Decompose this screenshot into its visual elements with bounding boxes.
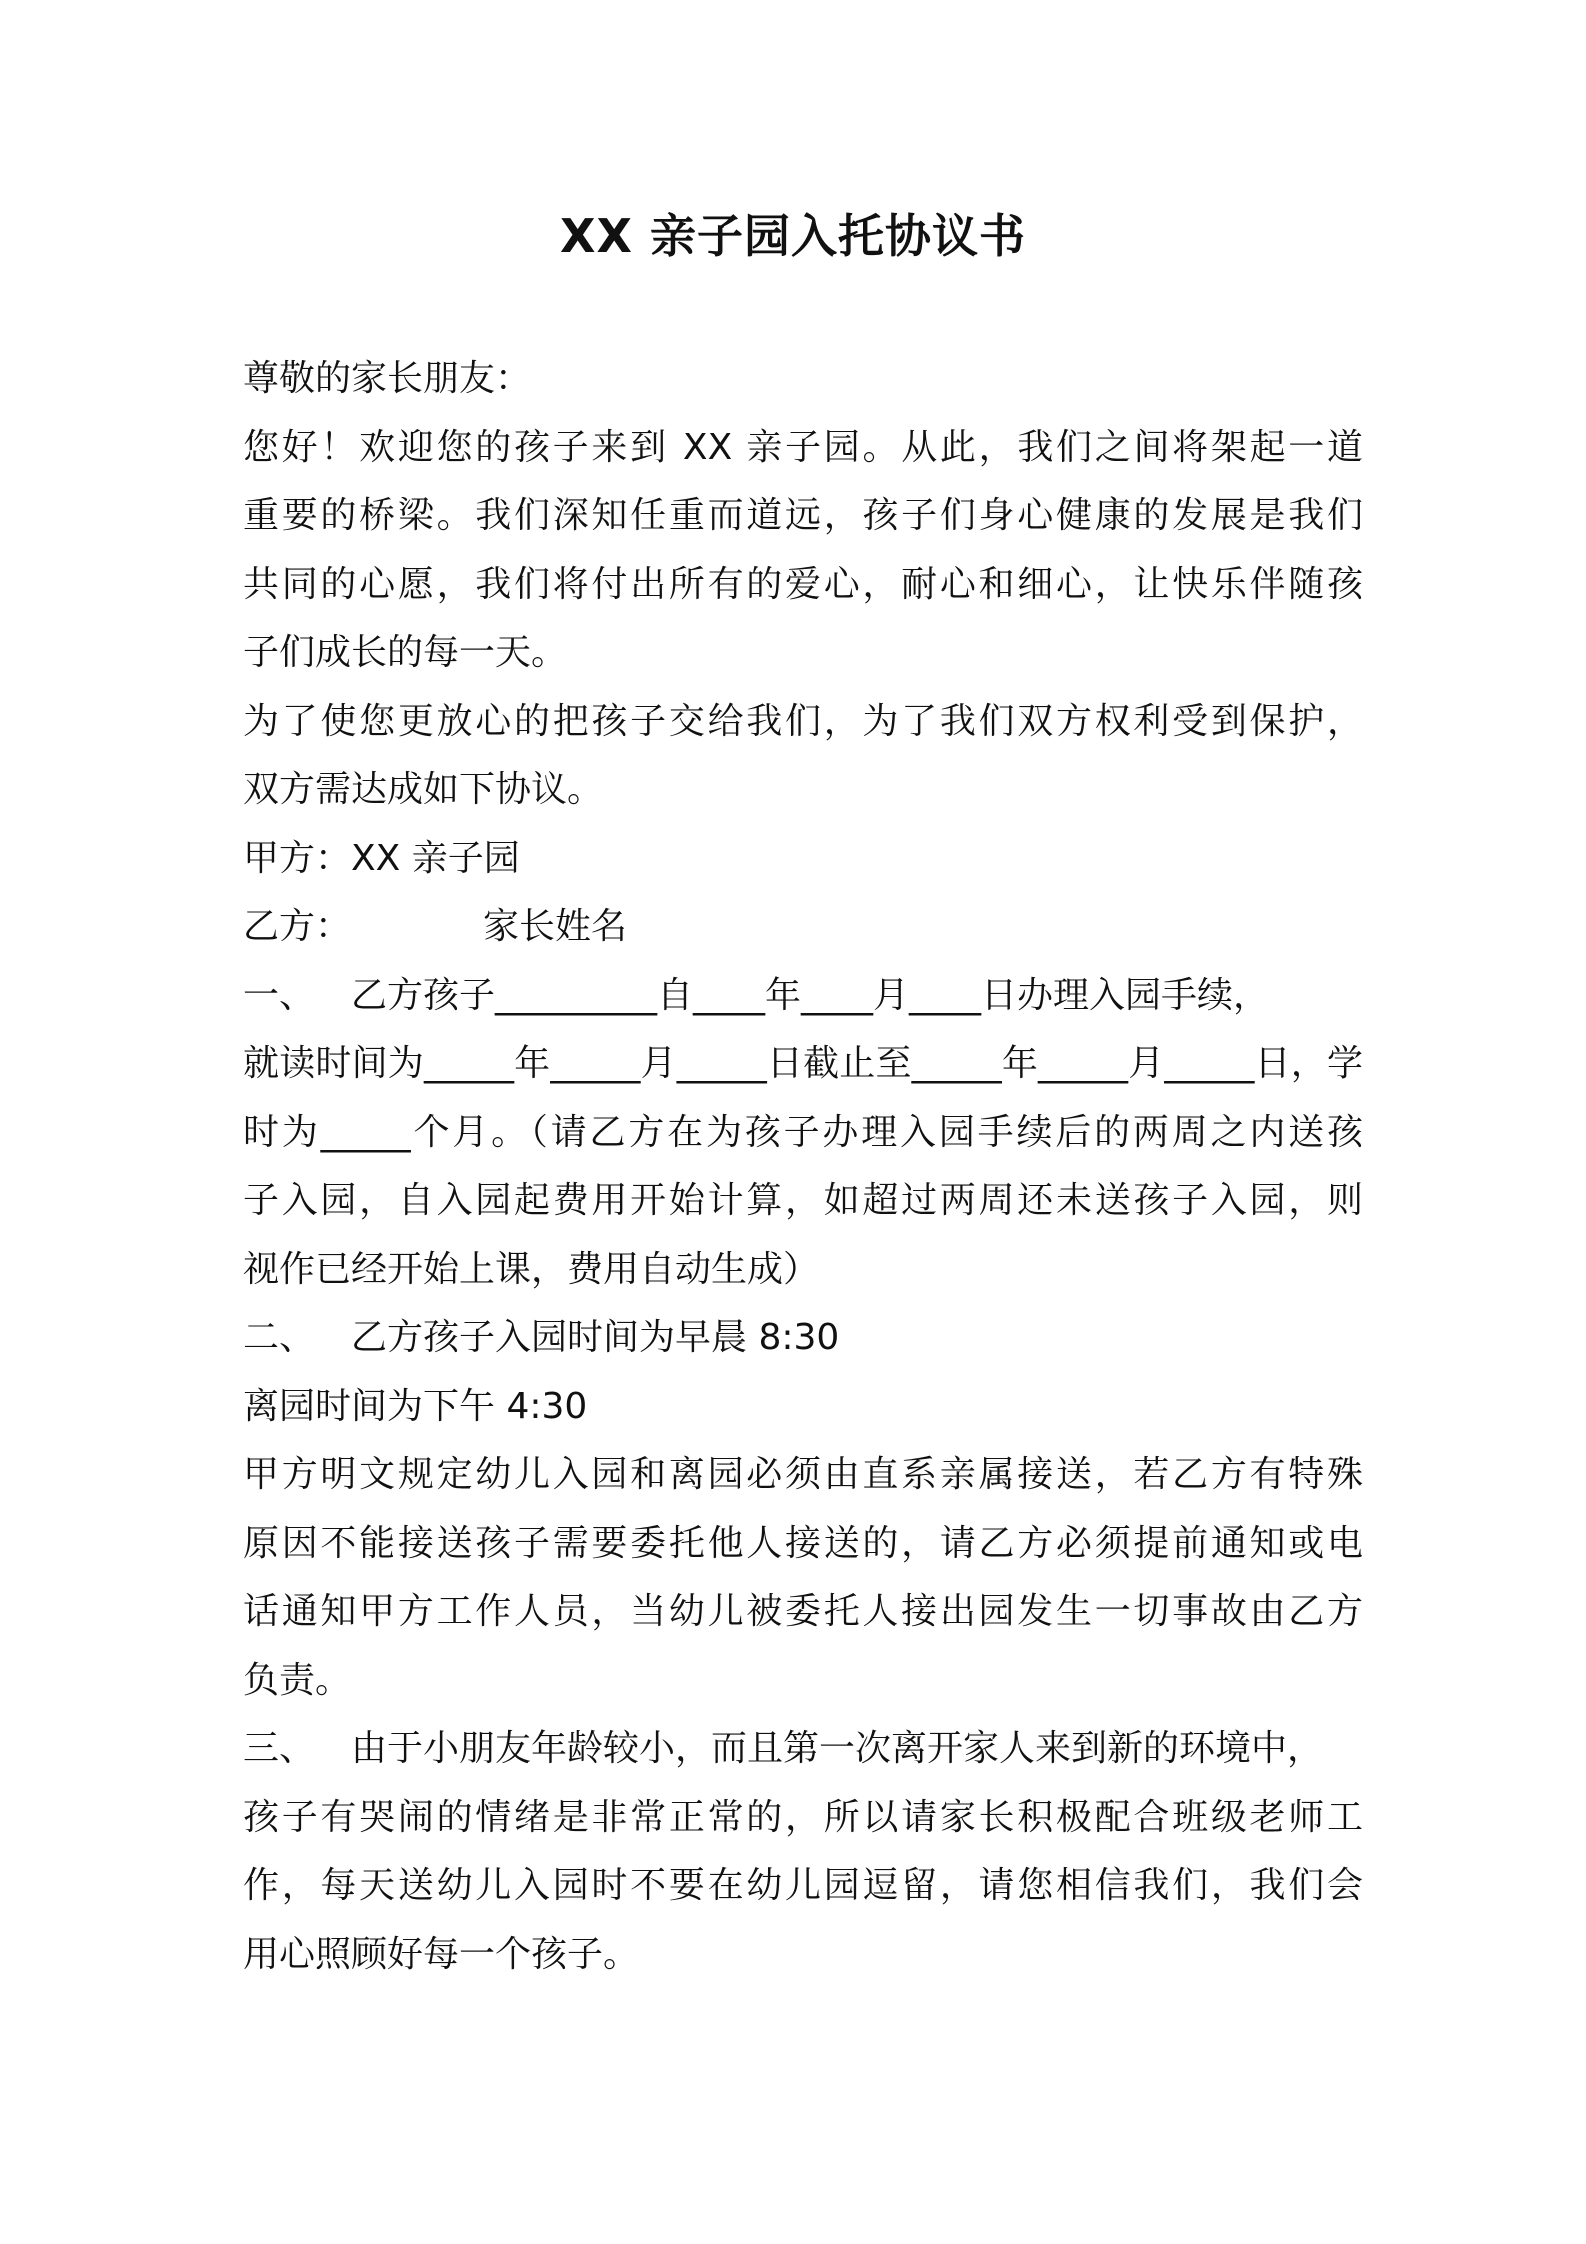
greeting: 尊敬的家长朋友：	[243, 358, 532, 399]
clause-1-number: 一、	[243, 974, 316, 1016]
purpose-line: 为了使您更放心的把孩子交给我们，为了我们双方权利受到保护，	[243, 700, 1363, 742]
clause-1-line: 时为_____个月。（请乙方在为孩子办理入园手续后的两周之内送孩	[243, 1111, 1363, 1153]
clause-2-line: 离园时间为下午 4:30	[243, 1385, 588, 1427]
clause-1-first-line	[243, 962, 1363, 1031]
clause-1-line: 视作已经开始上课，费用自动生成）	[243, 1248, 820, 1290]
clause-3-first-line	[243, 1715, 1363, 1784]
intro-line: 您好！欢迎您的孩子来到 XX 亲子园。从此，我们之间将架起一道	[243, 426, 1363, 468]
clause-1-line: 子入园，自入园起费用开始计算，如超过两周还未送孩子入园，则	[243, 1180, 1363, 1221]
clause-2-line: 话通知甲方工作人员，当幼儿被委托人接出园发生一切事故由乙方	[243, 1591, 1363, 1632]
party-a: 甲方：XX 亲子园	[243, 837, 520, 879]
clause-3-line: 作，每天送幼儿入园时不要在幼儿园逗留，请您相信我们，我们会	[243, 1865, 1363, 1906]
clause-2-line: 甲方明文规定幼儿入园和离园必须由直系亲属接送，若乙方有特殊	[243, 1454, 1363, 1495]
intro-line: 重要的桥梁。我们深知任重而道远，孩子们身心健康的发展是我们	[243, 495, 1363, 536]
clause-2-first-line	[243, 1304, 1363, 1373]
party-b-value: 家长姓名	[483, 906, 628, 947]
clause-2-line: 负责。	[243, 1659, 352, 1701]
clause-3-text: 由于小朋友年龄较小，而且第一次离开家人来到新的环境中，	[351, 1728, 1324, 1769]
clause-1-text: 乙方孩子_________自____年____月____日办理入园手续，	[351, 974, 1270, 1016]
intro-line: 共同的心愿，我们将付出所有的爱心，耐心和细心，让快乐伴随孩	[243, 563, 1363, 605]
document-body	[243, 345, 1363, 1989]
clause-3-line: 孩子有哭闹的情绪是非常正常的，所以请家长积极配合班级老师工	[243, 1796, 1363, 1838]
clause-1-line: 就读时间为_____年_____月_____日截止至_____年_____月_____日，学	[243, 1043, 1363, 1084]
document-title: XX 亲子园入托协议书	[560, 209, 1026, 263]
purpose-line: 双方需达成如下协议。	[243, 769, 604, 810]
clause-2-line: 原因不能接送孩子需要委托他人接送的，请乙方必须提前通知或电	[243, 1522, 1363, 1564]
clause-3-line: 用心照顾好每一个孩子。	[243, 1933, 640, 1975]
party-b-label: 乙方：	[243, 906, 352, 947]
clause-3-number: 三、	[243, 1728, 316, 1769]
party-b	[243, 893, 1363, 962]
clause-2-number: 二、	[243, 1317, 316, 1358]
clause-2-text: 乙方孩子入园时间为早晨 8:30	[351, 1317, 840, 1358]
intro-line: 子们成长的每一天。	[243, 632, 568, 673]
